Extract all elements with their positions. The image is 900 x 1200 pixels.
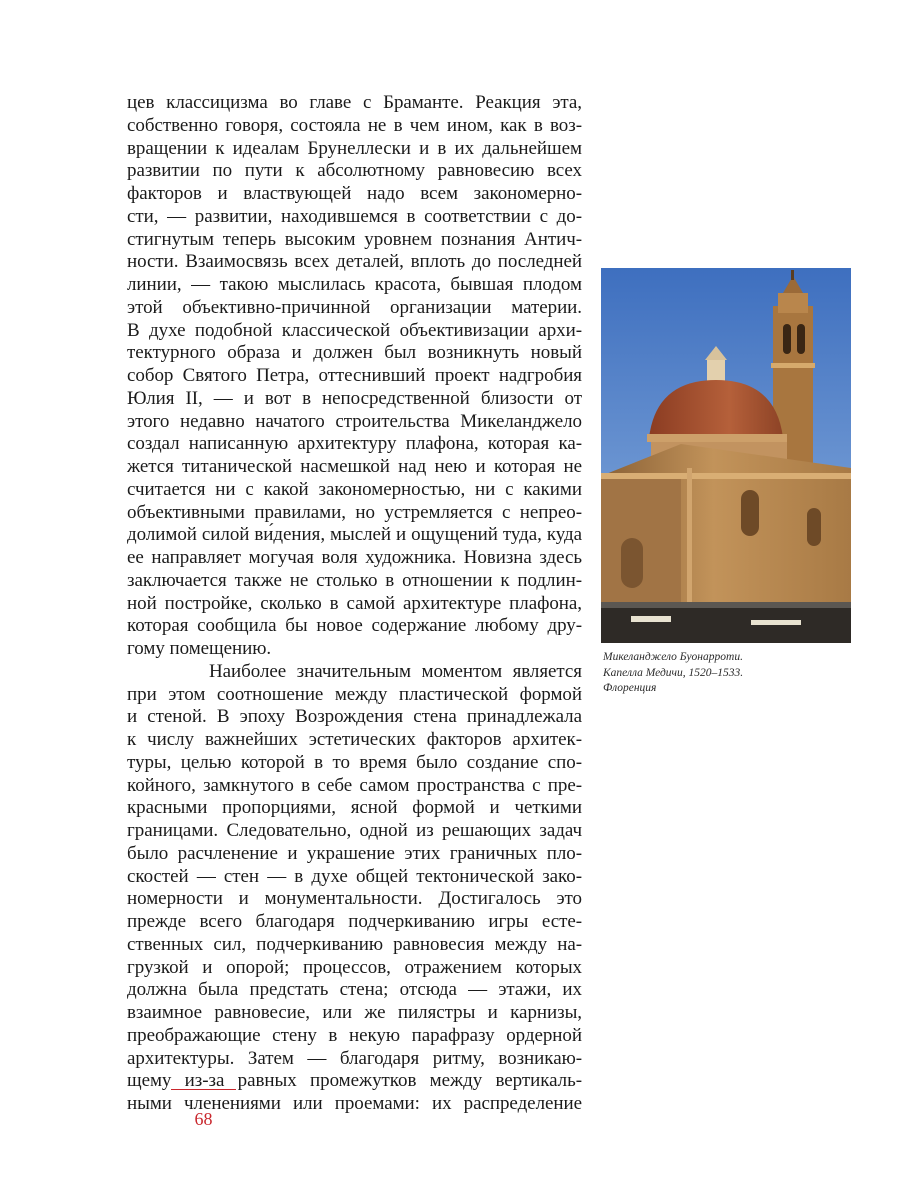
text-line: цев классицизма во главе с Браманте. Реакция эта,: [127, 92, 582, 113]
text-line: ной постройке, сколько в самой архитектуре плафона,: [127, 592, 582, 614]
text-line: создал написанную архитектуру плафона, которая ка-: [127, 433, 582, 455]
text-line: В духе подобной классической объективизации архи-: [127, 319, 582, 341]
text-line: собственно говоря, состояла не в чем ином, как в воз-: [127, 114, 582, 136]
text-line: номерности и монументальности. Достигалось это: [127, 888, 582, 910]
text-line: жется титанической насмешкой над нею и которая не: [127, 456, 582, 477]
body-text: [127, 92, 582, 1116]
text-line: факторов и властвующей надо всем закономерно-: [127, 183, 582, 204]
text-line: при этом соотношение между пластической формой: [127, 683, 582, 705]
text-line: стигнутым теперь высоким уровнем познания Антич-: [127, 228, 582, 250]
text-line: границами. Следовательно, одной из решающих задач: [127, 820, 582, 841]
text-line: долимой силой ви́дения, мыслей и ощущений туда, куда: [127, 524, 582, 546]
text-line: ности. Взаимосвязь всех деталей, вплоть до последней: [127, 251, 582, 273]
text-line: Юлия II, — и вот в непосредственной близости от: [127, 387, 582, 409]
text-line: должна была предстать стена; отсюда — этажи, их: [127, 979, 582, 1001]
text-line: грузкой и опорой; процессов, отражением которых: [127, 956, 582, 978]
medici-chapel-photo: [601, 268, 851, 643]
text-line: этого недавно начатого строительства Микеланджело: [127, 410, 582, 432]
text-line: линии, — такою мыслилась красота, бывшая плодом: [127, 274, 582, 295]
text-line: к числу важнейших эстетических факторов архитек-: [127, 729, 582, 750]
text-line: архитектуры. Затем — благодаря ритму, возникаю-: [127, 1047, 582, 1069]
figure-caption: [603, 650, 803, 697]
text-line: ными членениями или проемами: их распределение: [127, 1093, 582, 1114]
caption-line: Капелла Медичи, 1520–1533.: [603, 666, 744, 679]
text-line: преображающие стену в некую парафразу ордерной: [127, 1024, 582, 1046]
text-line: развитии по пути к абсолютному равновесию всех: [127, 160, 582, 182]
text-line: прежде всего благодаря подчеркиванию игры есте-: [127, 911, 582, 932]
street-stalls: [601, 606, 851, 643]
text-line: заключается также не столько в отношении к подлин-: [127, 569, 582, 591]
chapel-body: [601, 444, 851, 613]
text-line: было расчленение и украшение этих граничных пло-: [127, 842, 582, 864]
text-line: скостей — стен — в духе общей тектонической зако-: [127, 865, 582, 887]
text-line: ственных сил, подчеркиванию равновесия между на-: [127, 933, 582, 955]
text-line: красными пропорциями, ясной формой и четкими: [127, 797, 582, 819]
text-line: считается ни с какой закономерностью, ни с какими: [127, 478, 582, 500]
text-line: ее направляет могучая воля художника. Новизна здесь: [127, 547, 582, 568]
footer-rule: [171, 1089, 236, 1090]
paragraph-first-line: Наиболее значительным моментом является: [209, 660, 582, 682]
text-line: взаимное равновесие, или же пилястры и карнизы,: [127, 1002, 582, 1023]
text-line: туры, целью которой в то время было создание спо-: [127, 751, 582, 773]
text-line: и стеной. В эпоху Возрождения стена принадлежала: [127, 706, 582, 728]
paragraph-last-line: гому помещению.: [127, 638, 272, 659]
caption-line: Микеланджело Буонарроти.: [603, 651, 743, 663]
text-line: объективными правилами, но устремляется с непрео-: [127, 501, 582, 523]
text-line: тектурного образа и должен был возникнуть новый: [127, 342, 582, 364]
page-number: 68: [194, 1109, 213, 1129]
medici-chapel-illustration: [601, 268, 851, 643]
text-line: собор Святого Петра, оттеснивший проект надгробия: [127, 365, 582, 386]
text-line: которая сообщила бы новое содержание любому дру-: [127, 615, 582, 637]
text-line: сти, — развитии, находившемся в соответствии с до-: [127, 205, 582, 227]
text-line: койного, замкнутого в себе самом пространства с пре-: [127, 774, 582, 796]
text-line: щему из-за равных промежутков между вертикаль-: [127, 1070, 582, 1092]
caption-line: Флоренция: [603, 682, 657, 694]
text-line: этой объективно-причинной организации материи.: [127, 296, 582, 318]
text-line: вращении к идеалам Брунеллески и в их дальнейшем: [127, 137, 582, 159]
